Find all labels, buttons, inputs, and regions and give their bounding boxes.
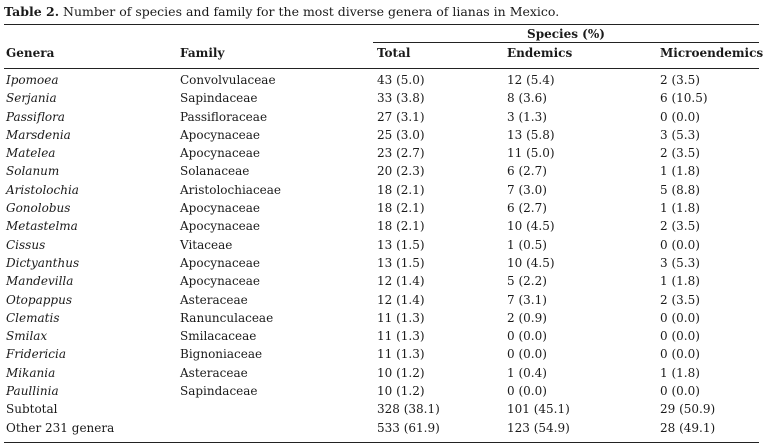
endemics-cell: 6 (2.7) <box>507 164 547 179</box>
table-row <box>0 382 767 400</box>
genus-cell: Paullinia <box>6 384 59 399</box>
total-cell: 18 (2.1) <box>377 201 425 216</box>
table-row <box>0 291 767 309</box>
family-cell: Apocynaceae <box>180 127 261 142</box>
microendemics-cell: 0 (0.0) <box>660 329 700 344</box>
group-header-rule <box>373 42 759 43</box>
genus-cell: Subtotal <box>6 402 58 417</box>
microendemics-cell: 2 (3.5) <box>660 219 700 234</box>
caption-label: Table 2. <box>4 4 60 19</box>
genus-cell: Gonolobus <box>6 201 71 216</box>
microendemics-cell: 29 (50.9) <box>660 402 716 417</box>
genus-cell: Otopappus <box>6 292 72 307</box>
microendemics-cell: 2 (3.5) <box>660 146 700 161</box>
family-cell: Apocynaceae <box>180 219 261 234</box>
total-cell: 12 (1.4) <box>377 274 425 289</box>
table-row <box>0 345 767 363</box>
microendemics-cell: 0 (0.0) <box>660 109 700 124</box>
total-cell: 43 (5.0) <box>377 73 425 87</box>
header-microendemics: Microendemics <box>660 46 764 60</box>
table-row <box>0 144 767 162</box>
endemics-cell: 8 (3.6) <box>507 91 547 106</box>
endemics-cell: 10 (4.5) <box>507 219 555 234</box>
table-body <box>0 71 767 437</box>
family-cell: Apocynaceae <box>180 146 261 161</box>
header-endemics: Endemics <box>507 46 573 60</box>
total-cell: 10 (1.2) <box>377 384 425 399</box>
table-row <box>0 327 767 345</box>
genus-cell: Matelea <box>6 146 56 161</box>
table-row <box>0 400 767 418</box>
table-row <box>0 162 767 180</box>
endemics-cell: 0 (0.0) <box>507 384 547 399</box>
genus-cell: Ipomoea <box>6 73 59 87</box>
microendemics-cell: 2 (3.5) <box>660 292 700 307</box>
microendemics-cell: 0 (0.0) <box>660 347 700 362</box>
family-cell: Sapindaceae <box>180 384 258 399</box>
microendemics-cell: 2 (3.5) <box>660 73 700 87</box>
total-cell: 12 (1.4) <box>377 292 425 307</box>
endemics-cell: 2 (0.9) <box>507 310 547 325</box>
family-cell: Sapindaceae <box>180 91 258 106</box>
microendemics-cell: 0 (0.0) <box>660 237 700 252</box>
family-cell: Smilacaceae <box>180 329 257 344</box>
endemics-cell: 6 (2.7) <box>507 201 547 216</box>
total-cell: 13 (1.5) <box>377 237 425 252</box>
total-cell: 27 (3.1) <box>377 109 425 124</box>
family-cell: Vitaceae <box>180 237 233 252</box>
table-row <box>0 108 767 126</box>
table-row <box>0 254 767 272</box>
total-cell: 23 (2.7) <box>377 146 425 161</box>
total-cell: 33 (3.8) <box>377 91 425 106</box>
family-cell: Asteraceae <box>180 292 248 307</box>
microendemics-cell: 1 (1.8) <box>660 365 700 380</box>
total-cell: 328 (38.1) <box>377 402 440 417</box>
endemics-cell: 1 (0.4) <box>507 365 547 380</box>
family-cell: Apocynaceae <box>180 255 261 270</box>
total-cell: 13 (1.5) <box>377 255 425 270</box>
microendemics-cell: 0 (0.0) <box>660 310 700 325</box>
table-caption <box>4 4 559 20</box>
total-cell: 18 (2.1) <box>377 219 425 234</box>
family-cell: Bignoniaceae <box>180 347 263 362</box>
endemics-cell: 10 (4.5) <box>507 255 555 270</box>
endemics-cell: 13 (5.8) <box>507 127 555 142</box>
endemics-cell: 0 (0.0) <box>507 329 547 344</box>
microendemics-cell: 5 (8.8) <box>660 182 700 197</box>
total-cell: 20 (2.3) <box>377 164 425 179</box>
bottom-rule <box>4 442 759 443</box>
total-cell: 18 (2.1) <box>377 182 425 197</box>
endemics-cell: 1 (0.5) <box>507 237 547 252</box>
endemics-cell: 11 (5.0) <box>507 146 555 161</box>
total-cell: 533 (61.9) <box>377 420 440 435</box>
family-cell: Apocynaceae <box>180 201 261 216</box>
table-row <box>0 199 767 217</box>
microendemics-cell: 0 (0.0) <box>660 384 700 399</box>
species-group-header: Species (%) <box>527 27 605 41</box>
microendemics-cell: 1 (1.8) <box>660 274 700 289</box>
microendemics-cell: 3 (5.3) <box>660 127 700 142</box>
genus-cell: Smilax <box>6 329 48 344</box>
total-cell: 11 (1.3) <box>377 347 425 362</box>
genus-cell: Clematis <box>6 310 60 325</box>
header-genera: Genera <box>6 46 55 60</box>
endemics-cell: 123 (54.9) <box>507 420 570 435</box>
microendemics-cell: 1 (1.8) <box>660 164 700 179</box>
total-cell: 11 (1.3) <box>377 329 425 344</box>
genus-cell: Other 231 genera <box>6 420 115 435</box>
table-row <box>0 71 767 89</box>
endemics-cell: 7 (3.1) <box>507 292 547 307</box>
family-cell: Passifloraceae <box>180 109 268 124</box>
header-total: Total <box>377 46 411 60</box>
endemics-cell: 12 (5.4) <box>507 73 555 87</box>
table-row <box>0 236 767 254</box>
table-row <box>0 272 767 290</box>
top-rule <box>4 24 759 25</box>
genus-cell: Marsdenia <box>6 127 71 142</box>
family-cell: Ranunculaceae <box>180 310 274 325</box>
table-row <box>0 309 767 327</box>
microendemics-cell: 1 (1.8) <box>660 201 700 216</box>
family-cell: Aristolochiaceae <box>180 182 282 197</box>
total-cell: 25 (3.0) <box>377 127 425 142</box>
table-row <box>0 364 767 382</box>
endemics-cell: 3 (1.3) <box>507 109 547 124</box>
header-rule <box>4 68 759 69</box>
genus-cell: Passiflora <box>6 109 65 124</box>
genus-cell: Aristolochia <box>6 182 79 197</box>
total-cell: 10 (1.2) <box>377 365 425 380</box>
microendemics-cell: 6 (10.5) <box>660 91 708 106</box>
table-row <box>0 419 767 437</box>
endemics-cell: 7 (3.0) <box>507 182 547 197</box>
endemics-cell: 101 (45.1) <box>507 402 570 417</box>
genus-cell: Mandevilla <box>6 274 74 289</box>
caption-text: Number of species and family for the most diverse genera of lianas in Mexico. <box>63 4 560 19</box>
microendemics-cell: 28 (49.1) <box>660 420 716 435</box>
family-cell: Asteraceae <box>180 365 248 380</box>
microendemics-cell: 3 (5.3) <box>660 255 700 270</box>
table-row <box>0 217 767 235</box>
endemics-cell: 5 (2.2) <box>507 274 547 289</box>
table-row <box>0 181 767 199</box>
table-row <box>0 126 767 144</box>
genus-cell: Mikania <box>6 365 56 380</box>
family-cell: Solanaceae <box>180 164 250 179</box>
genus-cell: Fridericia <box>6 347 66 362</box>
total-cell: 11 (1.3) <box>377 310 425 325</box>
endemics-cell: 0 (0.0) <box>507 347 547 362</box>
header-family: Family <box>180 46 225 60</box>
family-cell: Apocynaceae <box>180 274 261 289</box>
genus-cell: Solanum <box>6 164 60 179</box>
table-row <box>0 89 767 107</box>
genus-cell: Dictyanthus <box>6 255 80 270</box>
genus-cell: Serjania <box>6 91 57 106</box>
genus-cell: Cissus <box>6 237 46 252</box>
family-cell: Convolvulaceae <box>180 73 276 87</box>
genus-cell: Metastelma <box>6 219 78 234</box>
